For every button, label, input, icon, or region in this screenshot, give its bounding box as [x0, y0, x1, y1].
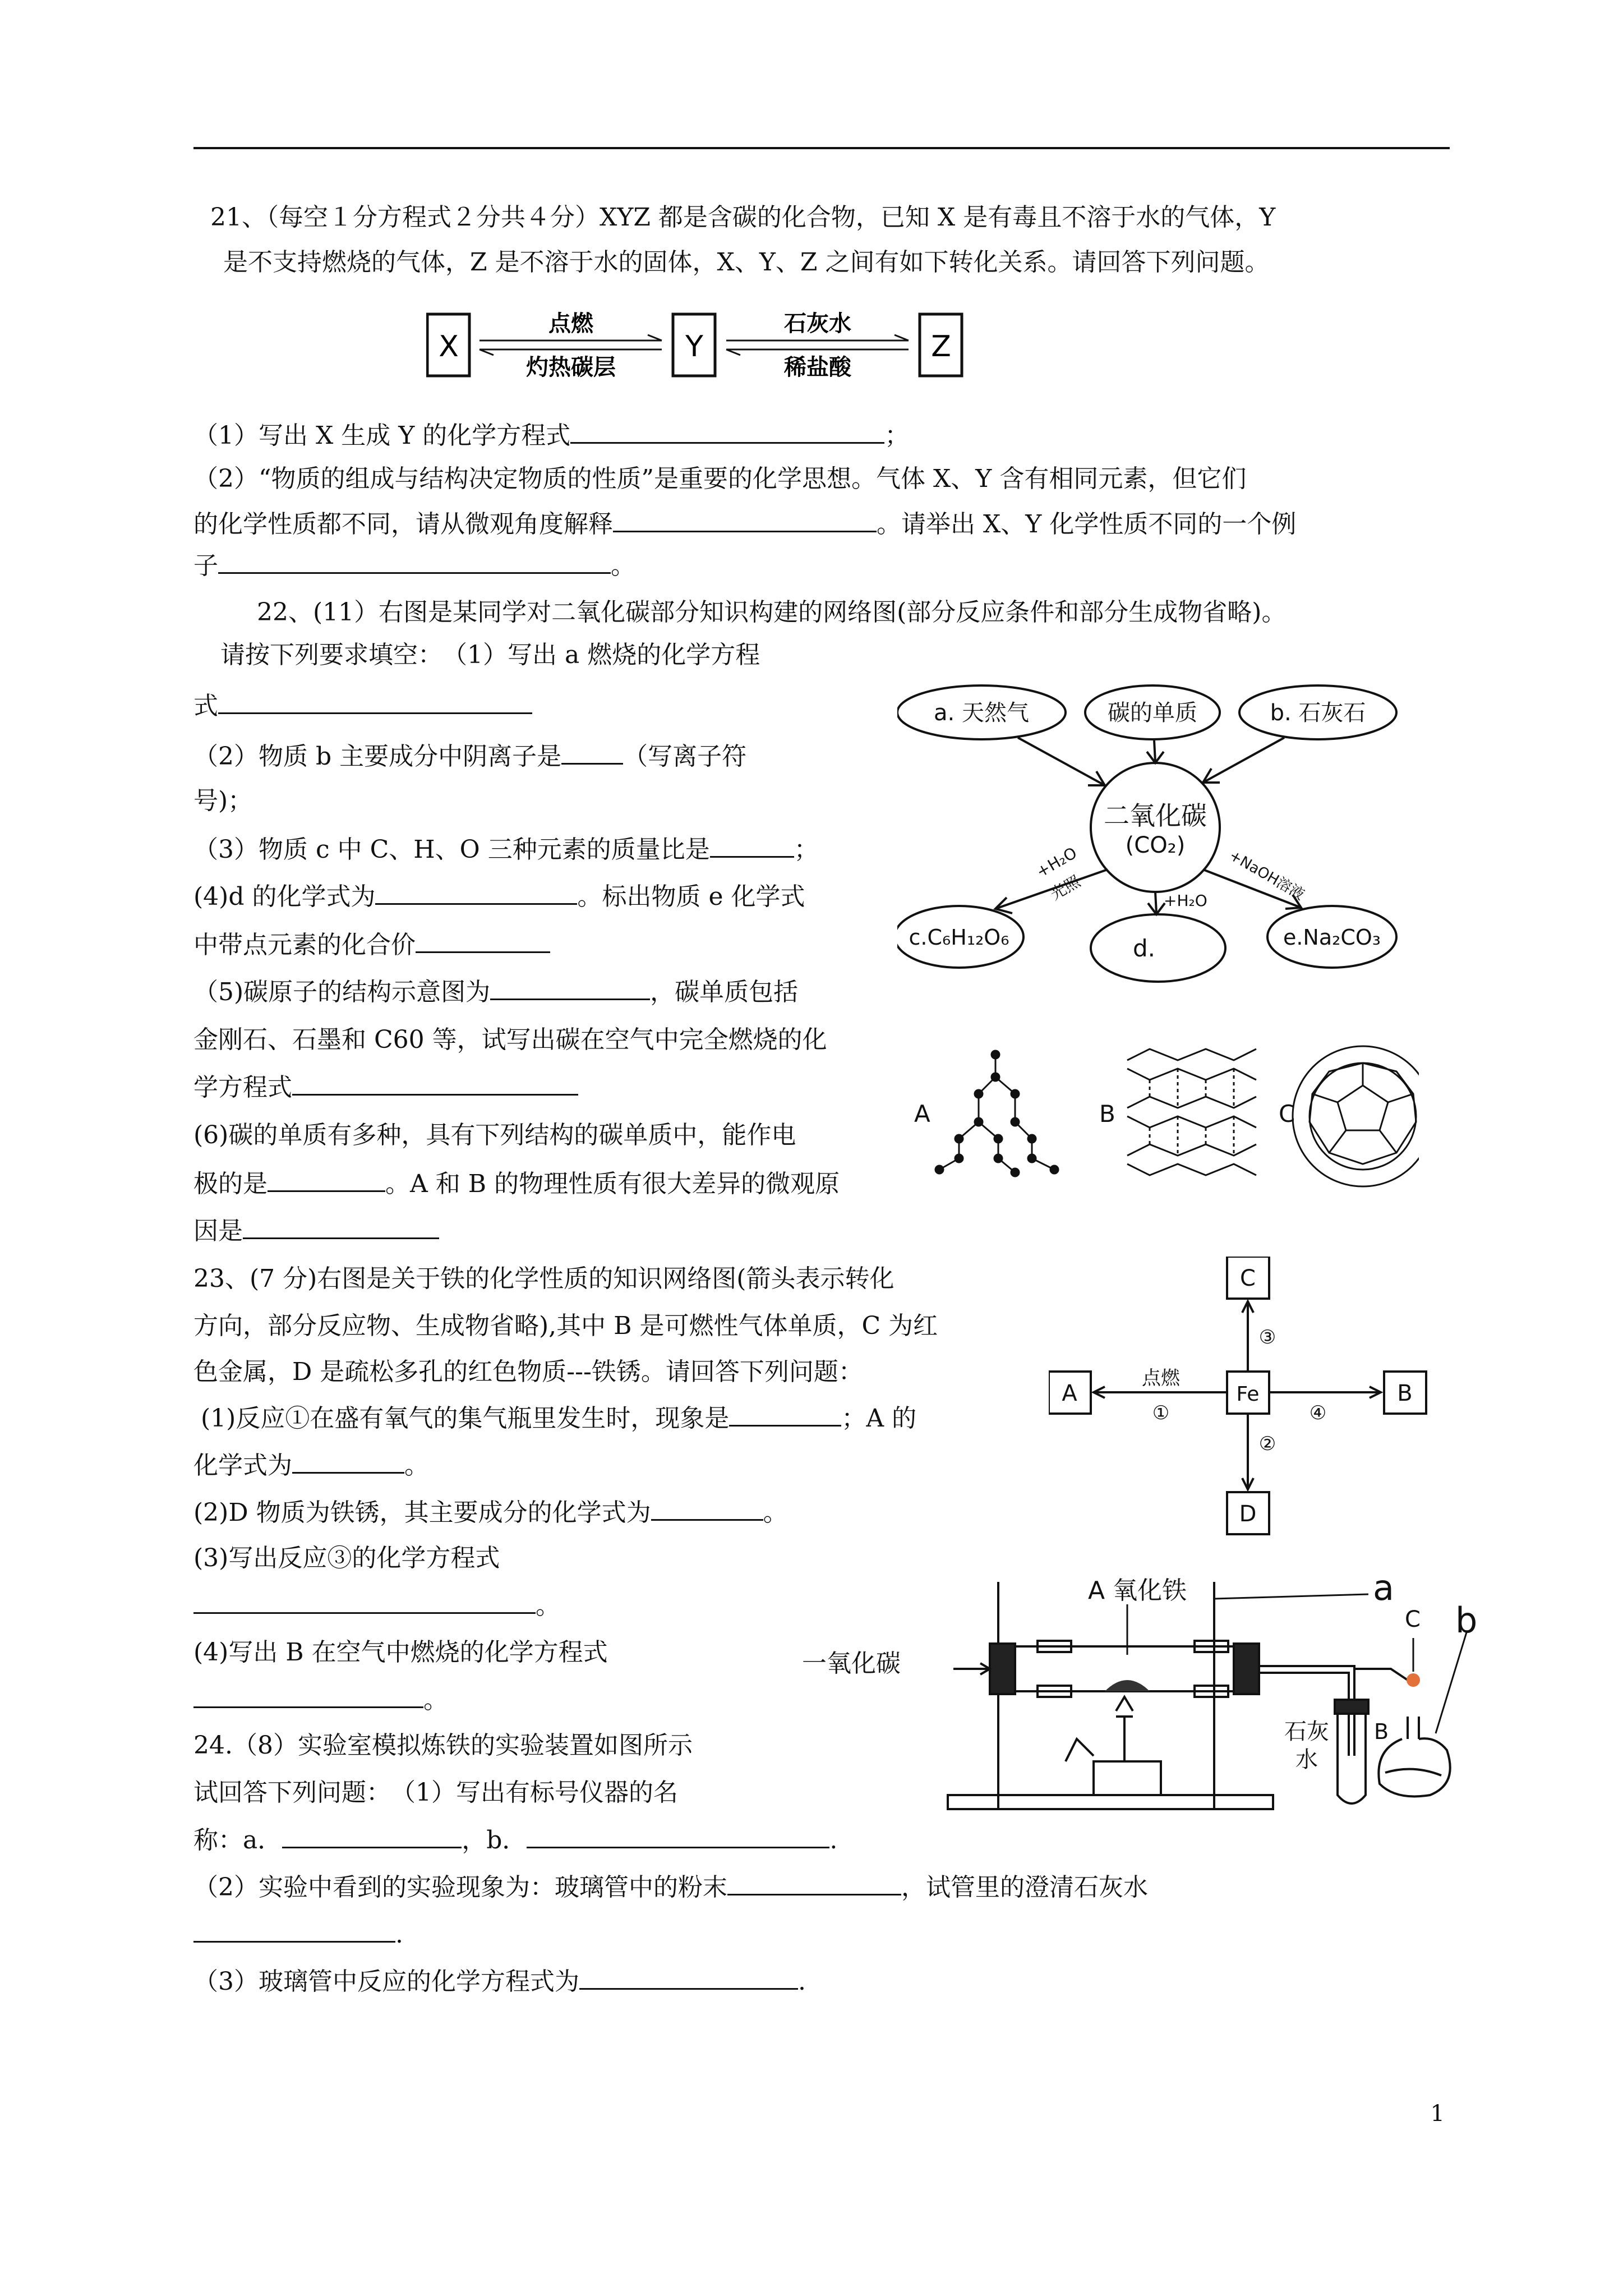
svg-text:(CO₂): (CO₂): [1125, 832, 1186, 858]
graphite-structure: [1127, 1049, 1256, 1175]
flame: [1407, 1673, 1420, 1687]
q22-l13: 极的是 。A 和 B 的物理性质有很大差异的微观原: [193, 1168, 840, 1200]
q22-l9: （5)碳原子的结构示意图为 ，碳单质包括: [193, 976, 798, 1008]
xyz-conversion-diagram: [426, 303, 965, 387]
q23-l7: (3)写出反应③的化学方程式: [193, 1544, 500, 1572]
q21-p2a: （2）“物质的组成与结构决定物质的性质”是重要的化学思想。气体 X、Y 含有相同元素，但它们: [193, 464, 1247, 493]
carbon-structures: [914, 1038, 1419, 1206]
diamond-structure: [935, 1051, 1058, 1176]
svg-text:水: 水: [1295, 1747, 1318, 1773]
svg-text:一氧化碳: 一氧化碳: [802, 1649, 901, 1678]
q22-l12: (6)碳的单质有多种，具有下列结构的碳单质中，能作电: [193, 1121, 796, 1149]
svg-text:b. 石灰石: b. 石灰石: [1270, 700, 1366, 726]
svg-text:C: C: [1405, 1607, 1421, 1632]
q24-l6: （3）玻璃管中反应的化学方程式为 .: [193, 1966, 806, 1998]
q21-p2b: 的化学性质都不同，请从微观角度解释 。请举出 X、Y 化学性质不同的一个例: [193, 508, 1296, 540]
svg-text:+H₂O: +H₂O: [1164, 891, 1207, 910]
svg-text:A: A: [1062, 1381, 1077, 1406]
svg-text:石灰: 石灰: [1284, 1719, 1329, 1745]
q23-l5: 化学式为 。: [193, 1450, 429, 1481]
svg-text:④: ④: [1309, 1402, 1327, 1424]
q21-line1: 21、（每空１分方程式２分共４分）XYZ 都是含碳的化合物，已知 X 是有毒且不溶于水的气体，Y: [210, 203, 1276, 232]
svg-text:d.: d.: [1132, 935, 1156, 962]
iron-smelting-apparatus: [802, 1571, 1497, 1818]
svg-text:a: a: [1373, 1571, 1394, 1608]
yz-bottom-label: 稀盐酸: [784, 355, 851, 380]
q24-l5: .: [193, 1918, 403, 1950]
header-rule: [193, 147, 1450, 149]
q24-l3: 称：a． ，b． .: [193, 1824, 837, 1856]
q22-l4: （2）物质 b 主要成分中阴离子是 （写离子符: [193, 740, 746, 772]
q22-l11: 学方程式: [193, 1071, 578, 1103]
q24-l2: 试回答下列问题： （1）写出有标号仪器的名: [193, 1778, 678, 1807]
q21-p2c: 子 。: [193, 550, 635, 582]
svg-text:碳的单质: 碳的单质: [1108, 700, 1197, 726]
svg-text:c.C₆H₁₂O₆: c.C₆H₁₂O₆: [909, 925, 1009, 950]
svg-text:A: A: [914, 1100, 930, 1128]
q22-l8: 中带点元素的化合价: [193, 929, 550, 961]
q22-line1: 22、(11）右图是某同学对二氧化碳部分知识构建的网络图(部分反应条件和部分生成物省略)。: [257, 598, 1287, 627]
q22-l2: 请按下列要求填空： （1）写出 a 燃烧的化学方程: [220, 641, 760, 669]
svg-text:点燃: 点燃: [1142, 1367, 1180, 1389]
q22-l6: （3）物质 c 中 C、H、O 三种元素的质量比是 ；: [193, 834, 819, 866]
q21-p1: （1）写出 X 生成 Y 的化学方程式 ；: [193, 420, 909, 452]
svg-text:C: C: [1279, 1100, 1295, 1128]
q22-l14: 因是: [193, 1215, 439, 1247]
q22-l3: 式: [193, 690, 532, 722]
svg-text:A 氧化铁: A 氧化铁: [1088, 1576, 1187, 1605]
xy-bottom-label: 灼热碳层: [526, 355, 616, 380]
svg-text:B: B: [1099, 1100, 1115, 1128]
svg-text:②: ②: [1258, 1433, 1276, 1455]
q23-l9: (4)写出 B 在空气中燃烧的化学方程式: [193, 1638, 608, 1667]
svg-text:+H₂O: +H₂O: [1033, 843, 1080, 882]
svg-text:二氧化碳: 二氧化碳: [1104, 800, 1207, 831]
c60-structure: [1293, 1046, 1419, 1186]
svg-text:B: B: [1397, 1381, 1413, 1406]
q23-l8: 。: [193, 1590, 560, 1622]
svg-text:a. 天然气: a. 天然气: [934, 700, 1029, 726]
q23-l3: 色金属，D 是疏松多孔的红色物质---铁锈。请回答下列问题：: [193, 1358, 863, 1386]
q22-l10: 金刚石、石墨和 C60 等，试写出碳在空气中完全燃烧的化: [193, 1025, 827, 1054]
yz-top-label: 石灰水: [784, 311, 851, 337]
svg-text:b: b: [1455, 1600, 1478, 1641]
q22-l7: (4)d 的化学式为 。标出物质 e 化学式: [193, 881, 805, 913]
xy-top-label: 点燃: [548, 311, 593, 337]
q21-line2: 是不支持燃烧的气体，Z 是不溶于水的固体，X、Y、Z 之间有如下转化关系。请回答下列问题。: [223, 248, 1270, 277]
svg-text:+NaOH溶液: +NaOH溶液: [1226, 847, 1307, 904]
fe-network-diagram: [1049, 1257, 1430, 1548]
q24-l1: 24.（8）实验室模拟炼铁的实验装置如图所示: [193, 1731, 693, 1760]
svg-text:C: C: [1240, 1266, 1256, 1291]
page-number: 1: [1430, 2101, 1445, 2127]
q23-l2: 方向，部分反应物、生成物省略),其中 B 是可燃性气体单质，C 为红: [193, 1312, 938, 1340]
svg-text:Fe: Fe: [1236, 1383, 1260, 1406]
svg-text:③: ③: [1258, 1326, 1276, 1349]
co2-network-diagram: [897, 668, 1413, 993]
label-y: Y: [685, 330, 703, 364]
label-z: Z: [931, 330, 951, 364]
q22-l5: 号)；: [193, 786, 253, 815]
svg-text:D: D: [1239, 1501, 1257, 1527]
q24-l4: （2）实验中看到的实验现象为：玻璃管中的粉末 ，试管里的澄清石灰水: [193, 1871, 1148, 1903]
node-d: [1091, 914, 1225, 982]
q23-l1: 23、(7 分)右图是关于铁的化学性质的知识网络图(箭头表示转化: [193, 1264, 895, 1293]
q23-l10: 。: [193, 1684, 448, 1716]
svg-text:e.Na₂CO₃: e.Na₂CO₃: [1283, 925, 1381, 950]
svg-text:①: ①: [1152, 1402, 1170, 1424]
q23-l6: (2)D 物质为铁锈，其主要成分的化学式为 。: [193, 1497, 788, 1529]
label-x: X: [439, 330, 459, 364]
iron-oxide-powder: [1105, 1680, 1150, 1691]
svg-text:光照: 光照: [1047, 872, 1084, 904]
q23-l4: (1)反应①在盛有氧气的集气瓶里发生时，现象是 ；A 的: [201, 1402, 916, 1434]
svg-text:B: B: [1374, 1719, 1389, 1744]
